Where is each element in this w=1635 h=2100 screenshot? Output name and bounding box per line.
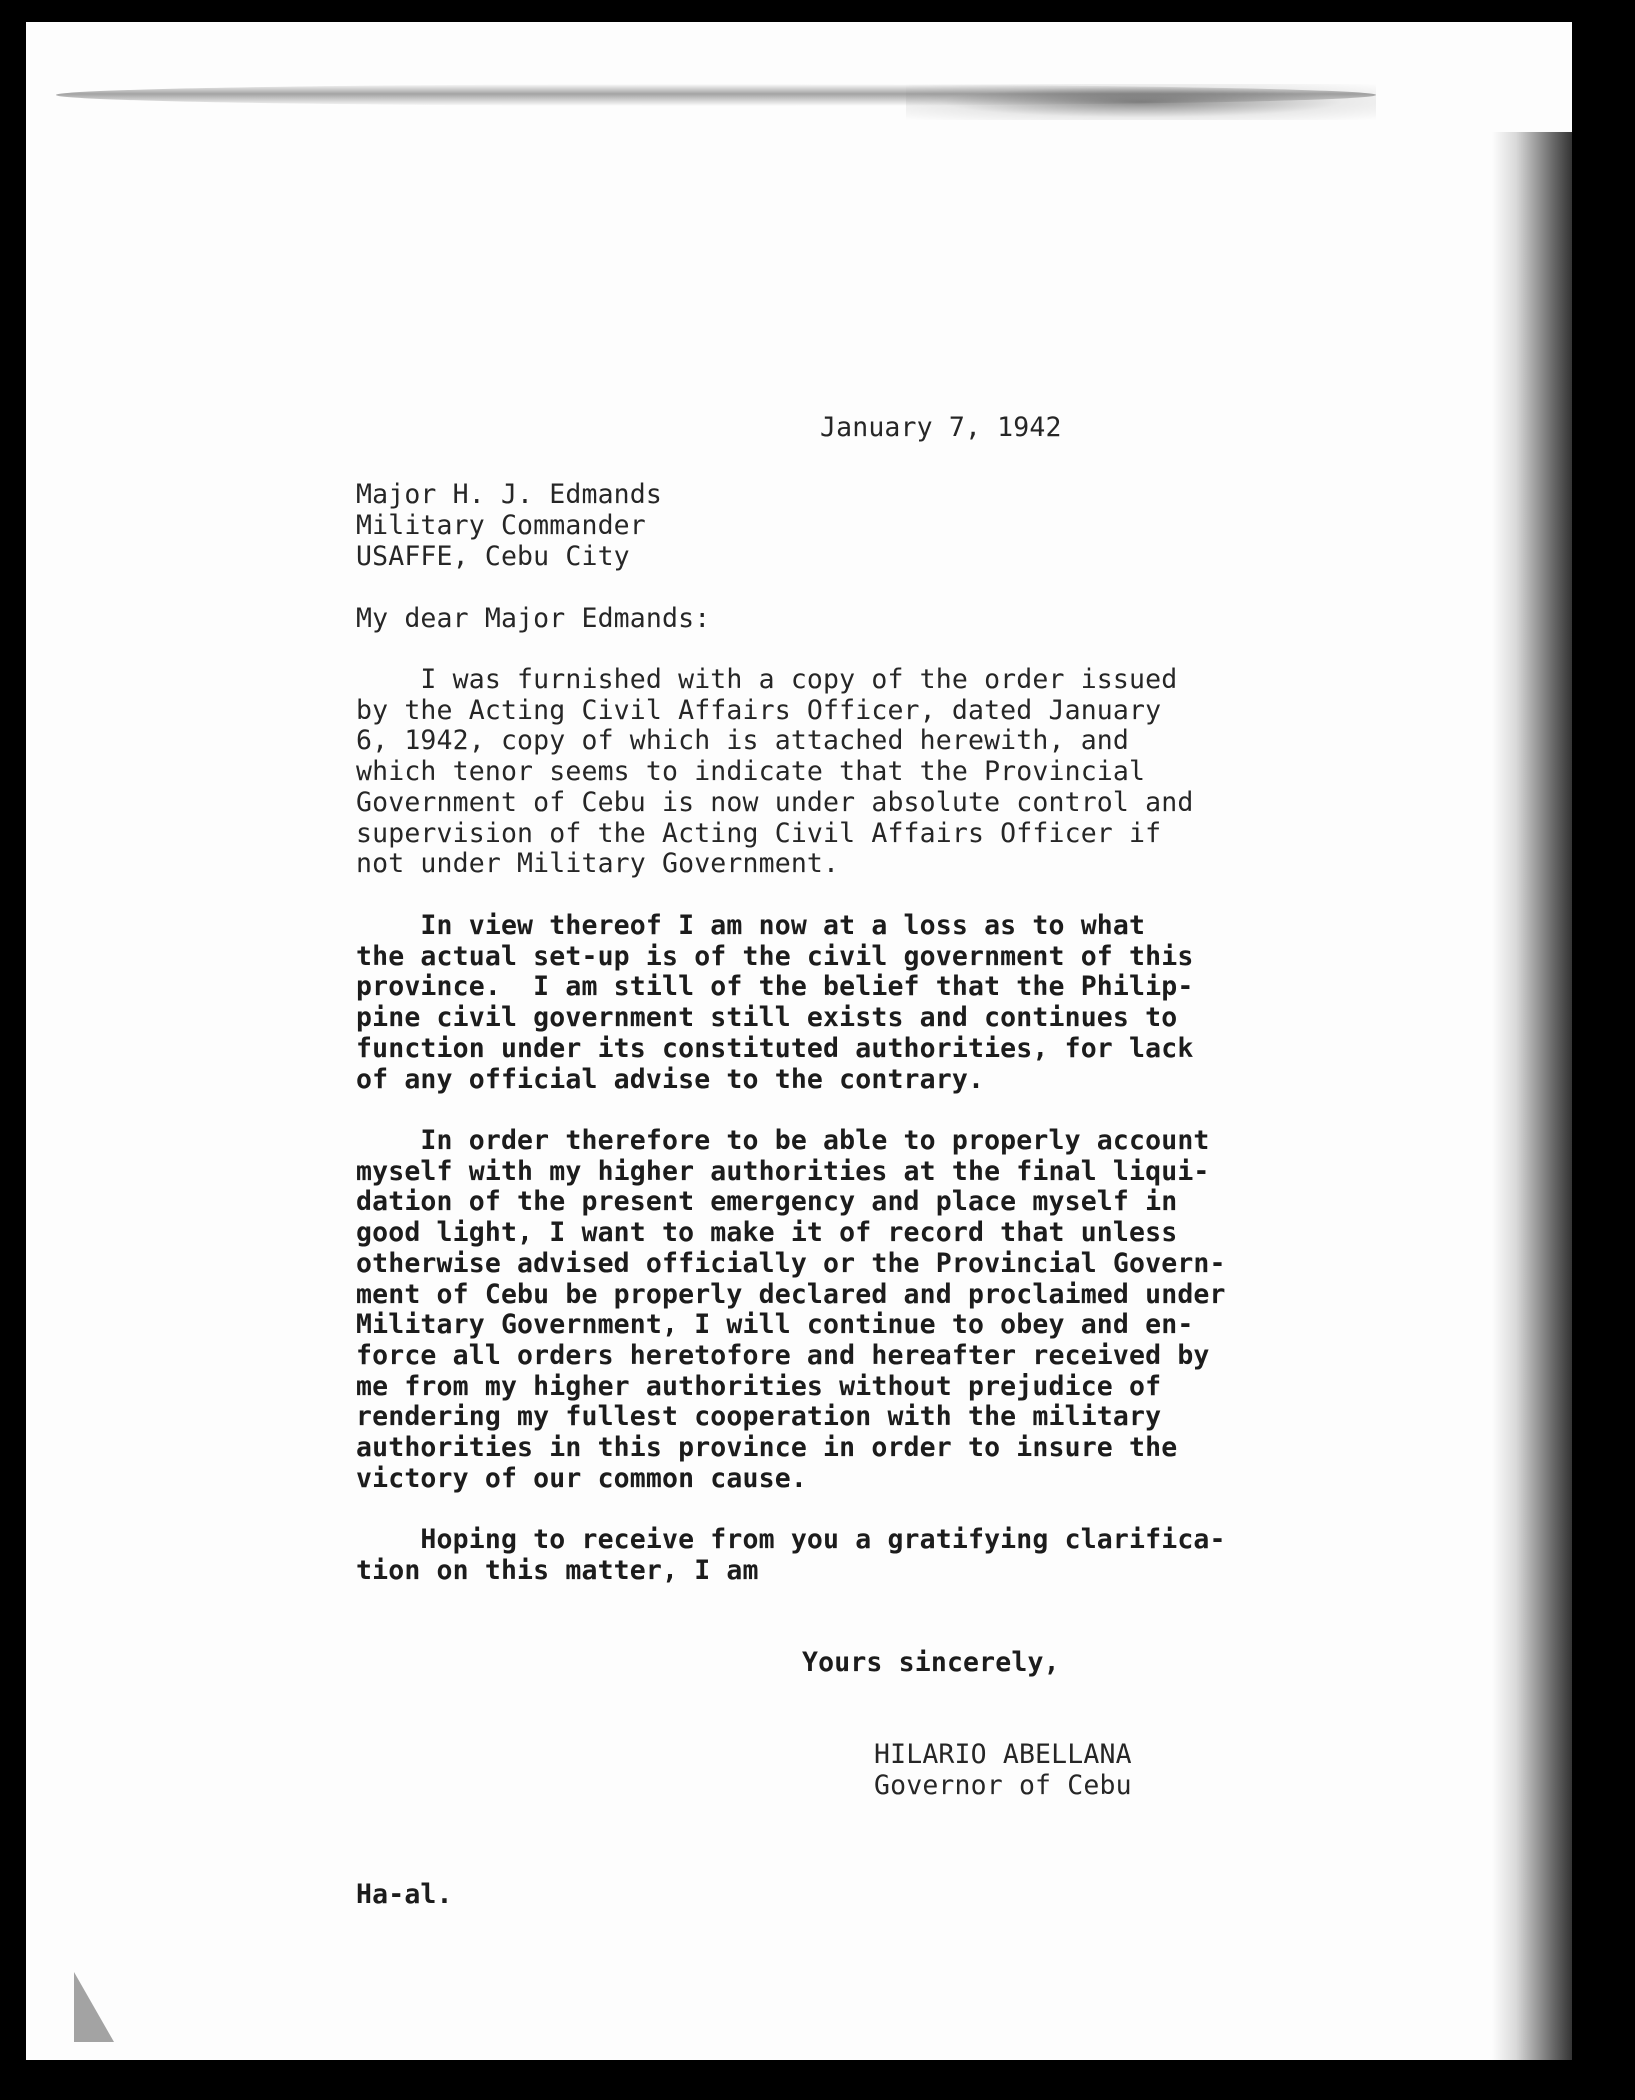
salutation: My dear Major Edmands: (356, 603, 711, 634)
signatory-name: HILARIO ABELLANA (874, 1739, 1132, 1770)
body-paragraph-3: In order therefore to be able to properly account myself with my higher authorities at the final liqui- dation of the present emergency and place myself in good light, I want to make it of record that unless otherwise advised officially or the Provincial Govern- ment of Cebu be properly declared and proclaimed under Military Government, I will continue to obey and en- force all orders heretofore and hereafter received by me from my higher authorities without prejudice of rendering my fullest cooperation with the military authorities in this province in order to insure the victory of our common cause. (356, 1125, 1226, 1494)
scan-corner-fold (74, 1972, 114, 2042)
recipient-title: Military Commander (356, 510, 646, 541)
signatory-title: Governor of Cebu (874, 1770, 1132, 1801)
recipient-location: USAFFE, Cebu City (356, 541, 630, 572)
scan-shadow-right-edge (1492, 132, 1572, 2060)
body-paragraph-4: Hoping to receive from you a gratifying clarifica- tion on this matter, I am (356, 1524, 1226, 1586)
reference-initials: Ha-al. (356, 1879, 453, 1910)
scan-smudge-top-right (906, 84, 1376, 120)
letter-date: January 7, 1942 (820, 412, 1062, 443)
recipient-name: Major H. J. Edmands (356, 479, 662, 510)
body-paragraph-2: In view thereof I am now at a loss as to what the actual set-up is of the civil government of this province. I am still of the belief that the Philip- pine civil government still exists and continues to function under its constituted authorities, for lack of any official advise to the contrary. (356, 910, 1194, 1095)
closing: Yours sincerely, (802, 1647, 1060, 1678)
letter-page (26, 22, 1572, 2060)
body-paragraph-1: I was furnished with a copy of the order issued by the Acting Civil Affairs Officer, dated January 6, 1942, copy of which is attached herewith, and which tenor seems to indicate that the Provincial Government of Cebu is now under absolute control and supervision of the Acting Civil Affairs Officer if not under Military Government. (356, 664, 1194, 880)
